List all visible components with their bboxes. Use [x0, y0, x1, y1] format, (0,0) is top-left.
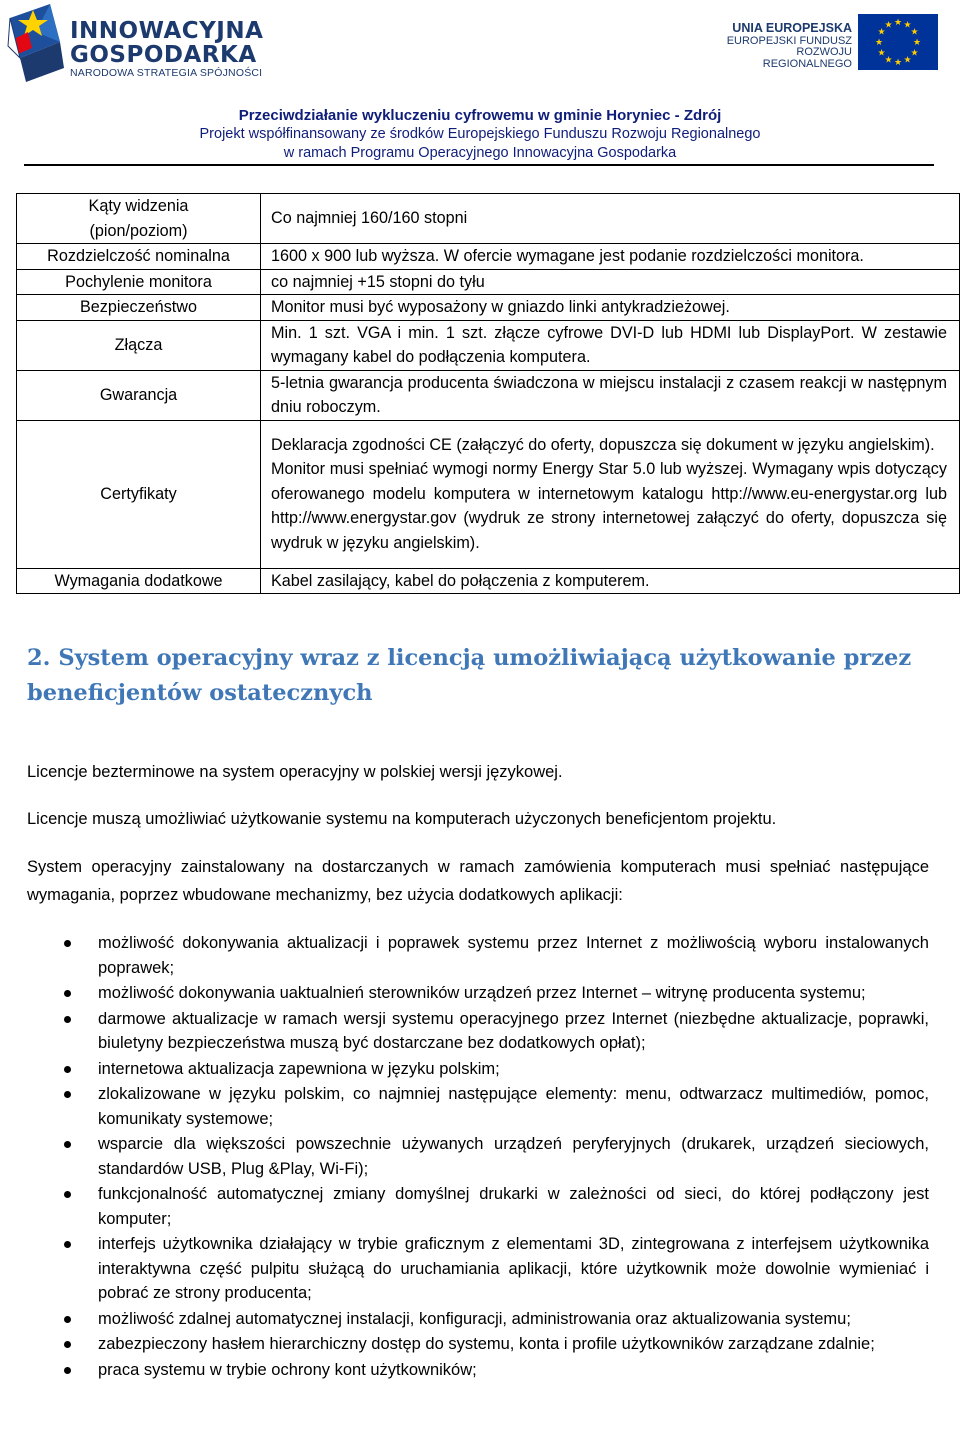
svg-text:★: ★ — [893, 18, 903, 28]
list-item-text: zlokalizowane w języku polskim, co najmniej następujące elementy: menu, odtwarzacz multimediów, pomoc, komunikaty systemowe; — [98, 1085, 929, 1128]
svg-text:★: ★ — [903, 20, 912, 31]
bullet-icon — [64, 990, 71, 997]
list-item-text: interfejs użytkownika działający w trybie graficznym z elementami 3D, zintegrowana z interfejsem użytkownika interaktywna część pulpitu służącą do uruchamiania aplikacji, które użytkownik może dowolnie wymieniać i pobrać ze strony producenta; — [98, 1235, 929, 1302]
list-item — [58, 1307, 929, 1332]
spec-value-paragraph: Deklaracja zgodności CE (załączyć do oferty, dopuszcza się dokument w języku angielskim). — [271, 435, 935, 454]
table-row — [17, 320, 960, 370]
bullet-icon — [64, 1191, 71, 1198]
svg-text:★: ★ — [877, 48, 886, 59]
list-item — [58, 981, 929, 1006]
spec-key: Gwarancja — [17, 370, 261, 420]
logo-tagline: NARODOWA STRATEGIA SPÓJNOŚCI — [70, 67, 263, 79]
spec-value: 5-letnia gwarancja producenta świadczona w miejscu instalacji z czasem reakcji w następnym dniu roboczym. — [261, 370, 960, 420]
spec-value: co najmniej +15 stopni do tyłu — [261, 269, 960, 295]
project-title: Przeciwdziałanie wykluczeniu cyfrowemu w gminie Horyniec - Zdrój — [238, 107, 722, 124]
bullet-icon — [64, 1241, 71, 1248]
logo-innowacyjna-gospodarka — [6, 2, 264, 84]
spec-key: Rozdzielczość nominalna — [17, 244, 261, 270]
spec-value-paragraph: Monitor musi spełniać wymogi normy Energy Star 5.0 lub wyższej. Wymagany wpis dotyczący oferowanego modelu komputera w internetowym katalogu http://www.eu-energystar.org lub http://www.energystar.gov (wydruk ze strony internetowej załączyć do oferty, dopuszcza się wydruk w języku angielskim). — [271, 460, 947, 552]
list-item — [58, 1182, 929, 1231]
bullet-icon — [64, 1091, 71, 1098]
paragraph-license-term: Licencje bezterminowe na system operacyjny w polskiej wersji językowej. — [27, 763, 563, 781]
spec-key: Pochylenie monitora — [17, 269, 261, 295]
list-item-text: możliwość dokonywania aktualizacji i poprawek systemu przez Internet z możliwością wyboru instalowanych poprawek; — [98, 934, 929, 977]
header-divider — [24, 164, 934, 166]
bullet-icon — [64, 1066, 71, 1073]
table-row — [17, 269, 960, 295]
bullet-icon — [64, 1367, 71, 1374]
list-item — [58, 1232, 929, 1306]
spec-value: 1600 x 900 lub wyższa. W ofercie wymagane jest podanie rozdzielczości monitora. — [261, 244, 960, 270]
list-item-text: możliwość dokonywania uaktualnień sterowników urządzeń przez Internet – witrynę producenta systemu; — [98, 984, 866, 1002]
svg-text:★: ★ — [884, 55, 893, 66]
spec-value: Min. 1 szt. VGA i min. 1 szt. złącze cyfrowe DVI-D lub HDMI lub DisplayPort. W zestawie wymagany kabel do podłączenia komputera. — [261, 320, 960, 370]
program-name: w ramach Programu Operacyjnego Innowacyjna Gospodarka — [283, 145, 677, 161]
list-item-text: zabezpieczony hasłem hierarchiczny dostęp do systemu, konta i profile użytkowników zarządzane zdalnie; — [98, 1335, 875, 1353]
list-item-text: praca systemu w trybie ochrony kont użytkowników; — [98, 1360, 477, 1379]
spec-value: Monitor musi być wyposażony w gniazdo linki antykradzieżowej. — [261, 295, 960, 321]
list-item-text: wsparcie dla większości powszechnie używanych urządzeń peryferyjnych (drukarek, urządzeń sieciowych, standardów USB, Plug &Play, Wi-Fi); — [98, 1135, 929, 1178]
svg-text:★: ★ — [874, 38, 884, 48]
table-row — [17, 244, 960, 270]
monitor-spec-table — [16, 193, 960, 594]
section-heading: 2. System operacyjny wraz z licencją umożliwiającą użytkowanie przez beneficjentów ostatecznych — [27, 645, 912, 706]
eu-logo-line2: EUROPEJSKI FUNDUSZ — [726, 34, 852, 47]
svg-text:★: ★ — [884, 20, 893, 31]
list-item — [58, 1332, 929, 1357]
list-item — [58, 1057, 929, 1082]
logo-word-innowacyjna: INNOWACYJNA — [70, 18, 264, 44]
paragraph-license-use: Licencje muszą umożliwiać użytkowanie systemu na komputerach użyczonych beneficjentom projektu. — [27, 810, 777, 828]
list-item — [58, 1132, 929, 1181]
list-item-text: możliwość zdalnej automatycznej instalacji, konfiguracji, administrowania oraz aktualizowania systemu; — [98, 1309, 851, 1328]
eu-logo-text — [720, 22, 852, 71]
eu-flag-icon — [858, 14, 938, 70]
list-item-text: internetowa aktualizacja zapewniona w języku polskim; — [98, 1059, 500, 1078]
table-row — [17, 568, 960, 594]
project-subtitle: Projekt współfinansowany ze środków Europejskiego Funduszu Rozwoju Regionalnego — [199, 126, 761, 142]
spec-key: Bezpieczeństwo — [17, 295, 261, 321]
list-item — [58, 1007, 929, 1056]
list-item-text: funkcjonalność automatycznej zmiany domyślnej drukarki w zależności od sieci, do której podłączony jest komputer; — [98, 1185, 929, 1228]
spec-value: Kabel zasilający, kabel do połączenia z komputerem. — [261, 568, 960, 594]
project-header — [0, 106, 960, 163]
list-item — [58, 1358, 929, 1383]
spec-key: Wymagania dodatkowe — [17, 568, 261, 594]
table-row — [17, 295, 960, 321]
innowacyjna-gospodarka-flag-icon — [6, 2, 66, 84]
table-row — [17, 194, 960, 244]
spec-value: Co najmniej 160/160 stopni — [261, 194, 960, 244]
table-row — [17, 420, 960, 568]
svg-text:★: ★ — [912, 38, 922, 48]
paragraph-os-requirements-intro: System operacyjny zainstalowany na dostarczanych w ramach zamówienia komputerach musi spełniać następujące wymagania, poprzez wbudowane mechanizmy, bez użycia dodatkowych aplikacji: — [27, 858, 929, 904]
eu-logo-line3: ROZWOJU REGIONALNEGO — [762, 46, 852, 71]
eu-logo-line1: UNIA EUROPEJSKA — [732, 21, 852, 35]
svg-text:★: ★ — [893, 58, 903, 68]
bullet-icon — [64, 1016, 71, 1023]
svg-text:★: ★ — [910, 27, 919, 38]
list-item — [58, 1082, 929, 1131]
bullet-icon — [64, 940, 71, 947]
svg-text:★: ★ — [877, 27, 886, 38]
spec-value — [261, 420, 960, 568]
spec-key — [17, 194, 261, 244]
spec-key: Certyfikaty — [17, 420, 261, 568]
spec-key-line: (pion/poziom) — [89, 221, 188, 240]
logo-unia-europejska — [720, 14, 940, 72]
os-requirements-list — [58, 931, 929, 1383]
svg-text:★: ★ — [910, 48, 919, 59]
logo-word-gospodarka: GOSPODARKA — [70, 42, 257, 68]
bullet-icon — [64, 1316, 71, 1323]
bullet-icon — [64, 1141, 71, 1148]
spec-key: Złącza — [17, 320, 261, 370]
list-item — [58, 931, 929, 980]
table-row — [17, 370, 960, 420]
bullet-icon — [64, 1341, 71, 1348]
svg-text:★: ★ — [903, 55, 912, 66]
list-item-text: darmowe aktualizacje w ramach wersji systemu operacyjnego przez Internet (niezbędne aktualizacje, poprawki, biuletyny bezpieczeństwa muszą być dostarczane bez dodatkowych opłat); — [98, 1009, 929, 1052]
spec-key-line: Kąty widzenia — [88, 197, 189, 215]
